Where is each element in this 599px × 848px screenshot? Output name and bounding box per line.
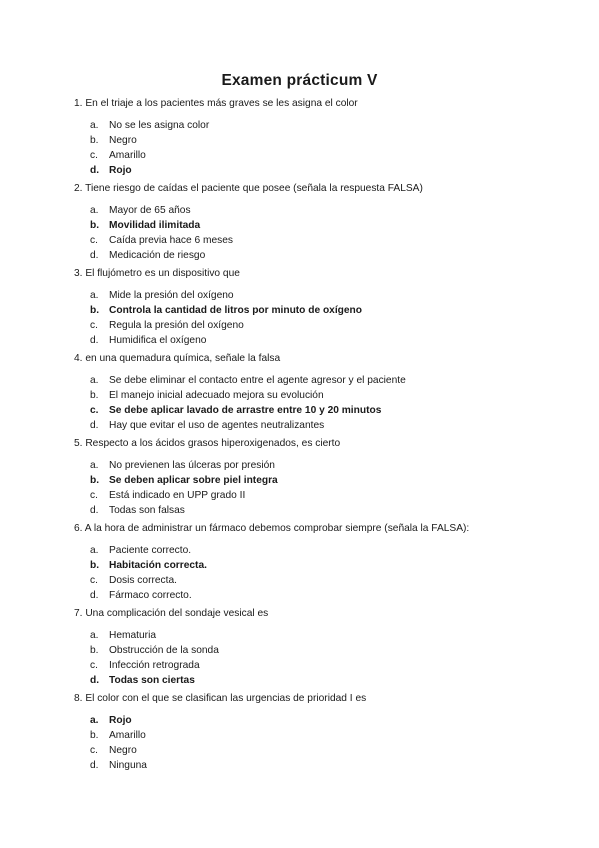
answer-option (90, 135, 137, 149)
option-letter: b. (90, 730, 99, 741)
answer-option (90, 730, 146, 744)
option-letter: d. (90, 590, 99, 601)
option-letter: d. (90, 335, 99, 346)
option-letter: b. (90, 220, 100, 231)
answer-option (90, 490, 245, 504)
option-letter: b. (90, 645, 99, 656)
answer-option (90, 235, 233, 249)
answer-option (90, 645, 219, 659)
option-text: Se debe aplicar lavado de arrastre entre 10 y 20 minutos (109, 405, 382, 416)
option-text: Movilidad ilimitada (109, 220, 201, 231)
option-text: Amarillo (109, 150, 146, 161)
option-letter: d. (90, 420, 99, 431)
option-letter: a. (90, 630, 99, 641)
option-letter: a. (90, 205, 99, 216)
option-letter: b. (90, 305, 100, 316)
option-letter: b. (90, 560, 100, 571)
option-text: Ninguna (109, 760, 147, 771)
option-text: Negro (109, 135, 137, 146)
option-letter: d. (90, 165, 100, 176)
option-letter: c. (90, 150, 98, 161)
answer-option (90, 120, 209, 134)
option-text: Humidifica el oxígeno (109, 335, 207, 346)
answer-option (90, 460, 275, 474)
option-letter: b. (90, 390, 99, 401)
question-text: 7. Una complicación del sondaje vesical es (74, 608, 269, 619)
option-text: Obstrucción de la sonda (109, 645, 219, 656)
option-text: Rojo (109, 165, 132, 176)
question-text: 3. El flujómetro es un dispositivo que (74, 268, 240, 279)
answer-option (90, 405, 381, 419)
question-text: 8. El color con el que se clasifican las urgencias de prioridad I es (74, 693, 367, 704)
option-letter: a. (90, 290, 99, 301)
answer-option (90, 220, 200, 234)
option-letter: c. (90, 490, 98, 501)
answer-option (90, 660, 200, 674)
option-text: No se les asigna color (109, 120, 210, 131)
option-text: Negro (109, 745, 137, 756)
option-letter: a. (90, 375, 99, 386)
option-letter: c. (90, 575, 98, 586)
answer-option (90, 760, 147, 774)
question-text: 6. A la hora de administrar un fármaco debemos comprobar siempre (señala la FALSA): (74, 523, 470, 534)
answer-option (90, 675, 195, 689)
question-text: 2. Tiene riesgo de caídas el paciente que posee (señala la respuesta FALSA) (74, 183, 423, 194)
option-text: Mide la presión del oxígeno (109, 290, 234, 301)
option-text: Hay que evitar el uso de agentes neutralizantes (109, 420, 325, 431)
option-text: Todas son falsas (109, 505, 185, 516)
option-text: El manejo inicial adecuado mejora su evolución (109, 390, 324, 401)
answer-option (90, 420, 324, 434)
option-text: Fármaco correcto. (109, 590, 192, 601)
option-text: Hematuria (109, 630, 156, 641)
answer-option (90, 545, 191, 559)
option-text: Habitación correcta. (109, 560, 207, 571)
option-letter: c. (90, 405, 99, 416)
option-text: Medicación de riesgo (109, 250, 206, 261)
answer-option (90, 630, 156, 644)
option-letter: c. (90, 745, 98, 756)
option-text: No previenen las úlceras por presión (109, 460, 275, 471)
answer-option (90, 290, 234, 304)
option-text: Dosis correcta. (109, 575, 177, 586)
answer-option (90, 715, 132, 729)
answer-option (90, 305, 362, 319)
option-letter: d. (90, 250, 99, 261)
answer-option (90, 505, 185, 519)
option-letter: b. (90, 475, 100, 486)
option-text: Amarillo (109, 730, 146, 741)
option-text: Rojo (109, 715, 132, 726)
option-letter: b. (90, 135, 99, 146)
option-letter: c. (90, 320, 98, 331)
option-letter: a. (90, 460, 99, 471)
answer-option (90, 335, 206, 349)
page-title: Examen prácticum V (221, 72, 378, 89)
answer-option (90, 250, 205, 264)
option-letter: a. (90, 120, 99, 131)
option-letter: a. (90, 545, 99, 556)
answer-option (90, 205, 191, 219)
option-letter: d. (90, 760, 99, 771)
option-letter: d. (90, 675, 100, 686)
answer-option (90, 150, 146, 164)
answer-option (90, 165, 132, 179)
answer-option (90, 390, 324, 404)
option-text: Se deben aplicar sobre piel integra (109, 475, 278, 486)
option-text: Mayor de 65 años (109, 205, 191, 216)
option-letter: c. (90, 235, 98, 246)
option-text: Caída previa hace 6 meses (109, 235, 234, 246)
answer-option (90, 745, 137, 759)
option-letter: d. (90, 505, 99, 516)
option-text: Se debe eliminar el contacto entre el agente agresor y el paciente (109, 375, 406, 386)
answer-option (90, 475, 278, 489)
option-letter: c. (90, 660, 98, 671)
answer-option (90, 560, 207, 574)
answer-option (90, 375, 406, 389)
option-text: Paciente correcto. (109, 545, 192, 556)
option-text: Controla la cantidad de litros por minuto de oxígeno (109, 305, 363, 316)
question-text: 5. Respecto a los ácidos grasos hiperoxigenados, es cierto (74, 438, 341, 449)
answer-option (90, 590, 192, 604)
answer-option (90, 320, 244, 334)
question-text: 4. en una quemadura química, señale la falsa (74, 353, 281, 364)
option-letter: a. (90, 715, 99, 726)
question-text: 1. En el triaje a los pacientes más graves se les asigna el color (74, 98, 358, 109)
option-text: Regula la presión del oxígeno (109, 320, 244, 331)
option-text: Está indicado en UPP grado II (109, 490, 246, 501)
option-text: Todas son ciertas (109, 675, 195, 686)
option-text: Infección retrograda (109, 660, 200, 671)
answer-option (90, 575, 177, 589)
